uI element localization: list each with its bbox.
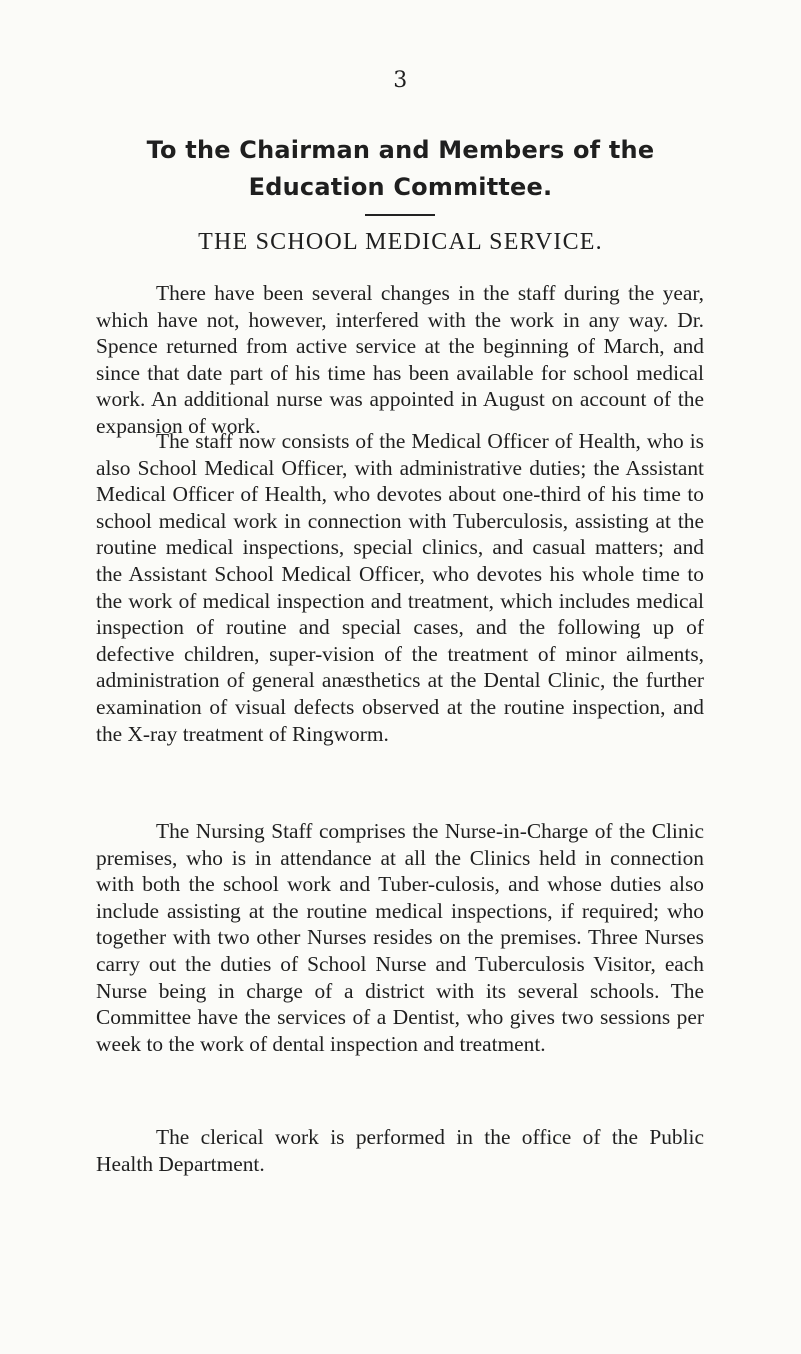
paragraph-nursing-staff: The Nursing Staff comprises the Nurse-in-Charge of the Clinic premises, who is in attendance at all the Clinics held in connection with both the school work and Tuber-culosis, and whose duties also include assisting at the routine medical inspections, if required; who together with two other Nurses resides on the premises. Three Nurses carry out the duties of School Nurse and Tuberculosis Visitor, each Nurse being in charge of a district with its several schools. The Committee have the services of a Dentist, who gives two sessions per week to the work of dental inspection and treatment.: [96, 819, 704, 1056]
page-number: 3: [393, 68, 408, 93]
paragraph-staff-changes: There have been several changes in the staff during the year, which have not, however, interfered with the work in any way. Dr. Spence returned from active service at the beginning of March, and since that date part of his time has been available for school medical work. An additional nurse was appointed in August on account of the expansion of work.: [96, 281, 704, 438]
paragraph-staff-composition: The staff now consists of the Medical Officer of Health, who is also School Medical Officer, with administrative duties; the Assistant Medical Officer of Health, who devotes about one-third of his time to school medical work in connection with Tuberculosis, assisting at the routine medical inspections, special clinics, and casual matters; and the Assistant School Medical Officer, who devotes his whole time to the work of medical inspection and treatment, which includes medical inspection of routine and special cases, and the following up of defective children, super-vision of the treatment of minor ailments, administration of general anæsthetics at the Dental Clinic, the further examination of visual defects observed at the routine inspection, and the X-ray treatment of Ringworm.: [96, 429, 704, 746]
address-line-2: Education Committee.: [248, 173, 553, 201]
section-title: THE SCHOOL MEDICAL SERVICE.: [198, 229, 603, 255]
address-line-1: To the Chairman and Members of the: [146, 136, 655, 164]
paragraph-clerical-work: The clerical work is performed in the office of the Public Health Department.: [96, 1125, 704, 1176]
divider-rule: [365, 214, 435, 216]
report-address: [70, 132, 731, 206]
